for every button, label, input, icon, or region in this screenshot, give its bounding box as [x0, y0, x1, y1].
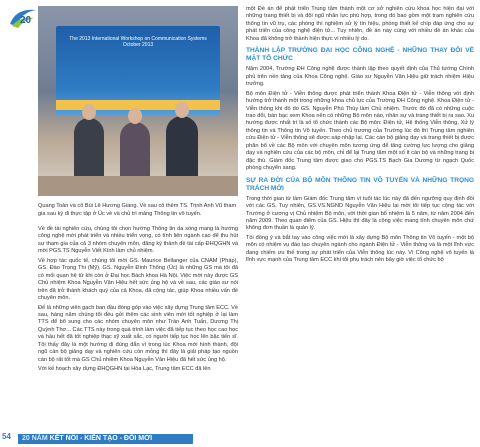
paragraph: Bộ môn Điện tử - Viễn thông được phát triển thành Khoa Điện tử - Viễn thông với định hướng trở thành một trong những khoa chủ lực của Trường ĐH Công nghệ. Khoa Điện tử - Viễn thông khi đó do GS. Nguyễn Phú Thùy làm Chủ nhiệm. Trước đó đã có những cuộc trao đổi, bàn bạc xem Khoa nên có những Bộ môn nào, nhân sự và trang thiết bị ra sao. Xu hướng được nhất trí là số tổ chức thành các Bộ môn: Điện tử, Hệ thống Viễn thông, Xử lý thông tin và Thông tin Vô tuyến. Theo chủ trương của Trường lúc đó thì Trung tâm nghiên cứu Điện tử - Viễn thông sẽ được sáp nhập lại. Các cán bộ giảng dạy và trang thiết bị được phân bổ về các Bộ môn với chuyên môn tương ứng để tăng cường lực lượng cho giảng dạy và nghiên cứu của các bộ môn, chỉ để lại Trung tâm một số ít cán bộ và những trang bị đặc thù. Giám đốc Trung tâm được giao cho PGS.TS Bạch Gia Dương từ ngạch Quốc phòng chuyển sang.: [246, 90, 474, 172]
paragraph: Năm 2004, Trường ĐH Công nghệ được thành lập theo quyết định của Thủ tướng Chính phủ trên nền tảng của Khoa Công nghệ. Giáo sư Nguyễn Văn Hiệu giữ trách nhiệm Hiệu trưởng.: [246, 66, 474, 88]
paragraph: Tôi đồng ý và bắt tay vào công việc mới là xây dựng Bộ môn Thông tin Vô tuyến - một bộ môn có nhiệm vụ đào tạo chuyên ngành cho ngành Điện tử - Viễn thông và là một lĩnh vực đang chiếm ưu thế trong sự phát triển của Viễn thông lúc này. Vì Công nghệ vô tuyến là lĩnh vực mạnh của Trung tâm ECC khi tôi phụ trách nên bây giờ việc tổ chức bộ: [246, 234, 474, 264]
banner-title: The 2013 International Workshop on Communication Systems: [69, 36, 207, 42]
event-photo: [38, 6, 238, 196]
logo-number: 20: [20, 15, 32, 26]
footer-brand: 20 NĂM: [22, 435, 48, 442]
paragraph: Với kế hoạch xây dựng ĐHQGHN tại Hòa Lạc, Trung tâm ECC đã lên: [38, 366, 211, 373]
photo-caption: Quang Toản và cô Bùi Lê Hương Giang. Về sau cô thêm TS. Trịnh Anh Vũ tham gia sau kỳ đi thực tập ở Úc về và chủ trì mảng Thông tin vô tuyến.: [38, 203, 237, 217]
podium: [38, 176, 238, 196]
paragraph: Trong thời gian từ làm Giám đốc Trung tâm vì tuổi tác lúc này đã đến ngưỡng quy định đối với các GS. Tuy nhiên, GS.VS.NGND Nguyễn Văn Hiệu lại mời tôi tiếp tục cộng tác với Trường ở cương vị Chủ nhiệm Bộ môn, với thời gian bổ nhiệm là 5 năm, từ năm 2004 đến năm 2009. Theo quan điểm của GS. Hiệu thì đây là công việc mang tính chuyên môn chứ không đơn thuần là quản lý.: [246, 195, 474, 232]
left-column: [38, 226, 238, 376]
anniversary-logo: [6, 4, 40, 32]
page-footer: [0, 430, 480, 447]
conference-banner: [56, 26, 220, 116]
right-column: [246, 6, 474, 267]
paragraph: Về hợp tác quốc tế, chúng tôi mời GS. Maurice Bellanger của CNAM (Pháp), GS. Đào Trọng Thi (Mỹ), GS. Nguyễn Đình Thông (Úc) là những GS mà tôi đã có mối quan hệ từ khi còn ở Đại học Bách khoa Hà Nội. Việc mời này được GS Chủ nhiệm Khoa Nguyễn Văn Hiệu hết sức ủng hộ và về sau, các giáo sư nói trên đã trở thành khách quý của cả Khoa, đã cộng tác, giúp Khoa nhiều vấn đề chuyên môn.: [38, 257, 238, 302]
banner-date: October 2013: [122, 42, 154, 48]
page-number: 54: [2, 432, 11, 441]
paragraph: Về đề tài nghiên cứu, chúng tôi chọn hướng Thông tin da sóng mang là hướng công nghệ mới phát triển và nhiều triển vọng, có tính liên ngành cao để thu hút sự tham gia của cả 3 nhóm chuyên môn, đăng ký thành đề tài cấp ĐHQGHN và mời PGS.TS Nguyễn Viết Kính làm chủ nhiệm.: [38, 226, 238, 255]
section-heading: SỰ RA ĐỜI CỦA BỘ MÔN THÔNG TIN VÔ TUYẾN VÀ NHỮNG TRỌNG TRÁCH MỚI: [246, 176, 474, 192]
paragraph: Để là những viên gạch ban đầu đóng góp vào việc xây dựng Trung tâm ECC. Về sau, hàng năm chúng tôi đều gửi thêm các sinh viên mới tốt nghiệp ở lại làm TTS để bổ sung cho các nhóm chuyên môn như Trần Anh Tuấn, Dương Thị Quỳnh Thơ... Các TTS này trong quá trình làm việc đã tiếp tục theo học cao học và hầu hết đã tốt nghiệp thạc sỹ xuất sắc, có người tiếp tục học lên bậc tiến sĩ. Tôi thấy đây là một hướng đi đúng đắn vì trong lúc Khoa mới hình thành, đội ngũ cán bộ giảng dạy và nghiên cứu còn mỏng thì đây là giải pháp tạo nguồn cán bộ rất tốt mà GS Chủ nhiệm Khoa Nguyễn Văn Hiệu đã hết sức ủng hộ.: [38, 304, 238, 363]
footer-text: [22, 434, 152, 444]
footer-tagline: KẾT NỐI - KIẾN TẠO - ĐỔI MỚI: [49, 435, 153, 442]
section-heading: THÀNH LẬP TRƯỜNG ĐẠI HỌC CÔNG NGHỆ - NHỮNG THAY ĐỔI VỀ MẶT TỔ CHỨC: [246, 47, 474, 63]
paragraph: một Đề án để phát triển Trung tâm thành một cơ sở nghiên cứu khoa học hiện đại với những trang thiết bị và đội ngũ nhân lực phù hợp, trong đó bao gồm một trạm nghiên cứu thông tin vũ trụ, các phòng thí nghiệm sử lý tín hiệu, phòng thiết kế chíp đáp ứng cho sự phát triển của công nghệ điện tử... Tuy nhiên, đề án này cùng với nhiều đề án khác của Khoa đã không trở thành hiện thực vì nhiều lý do.: [246, 6, 474, 42]
